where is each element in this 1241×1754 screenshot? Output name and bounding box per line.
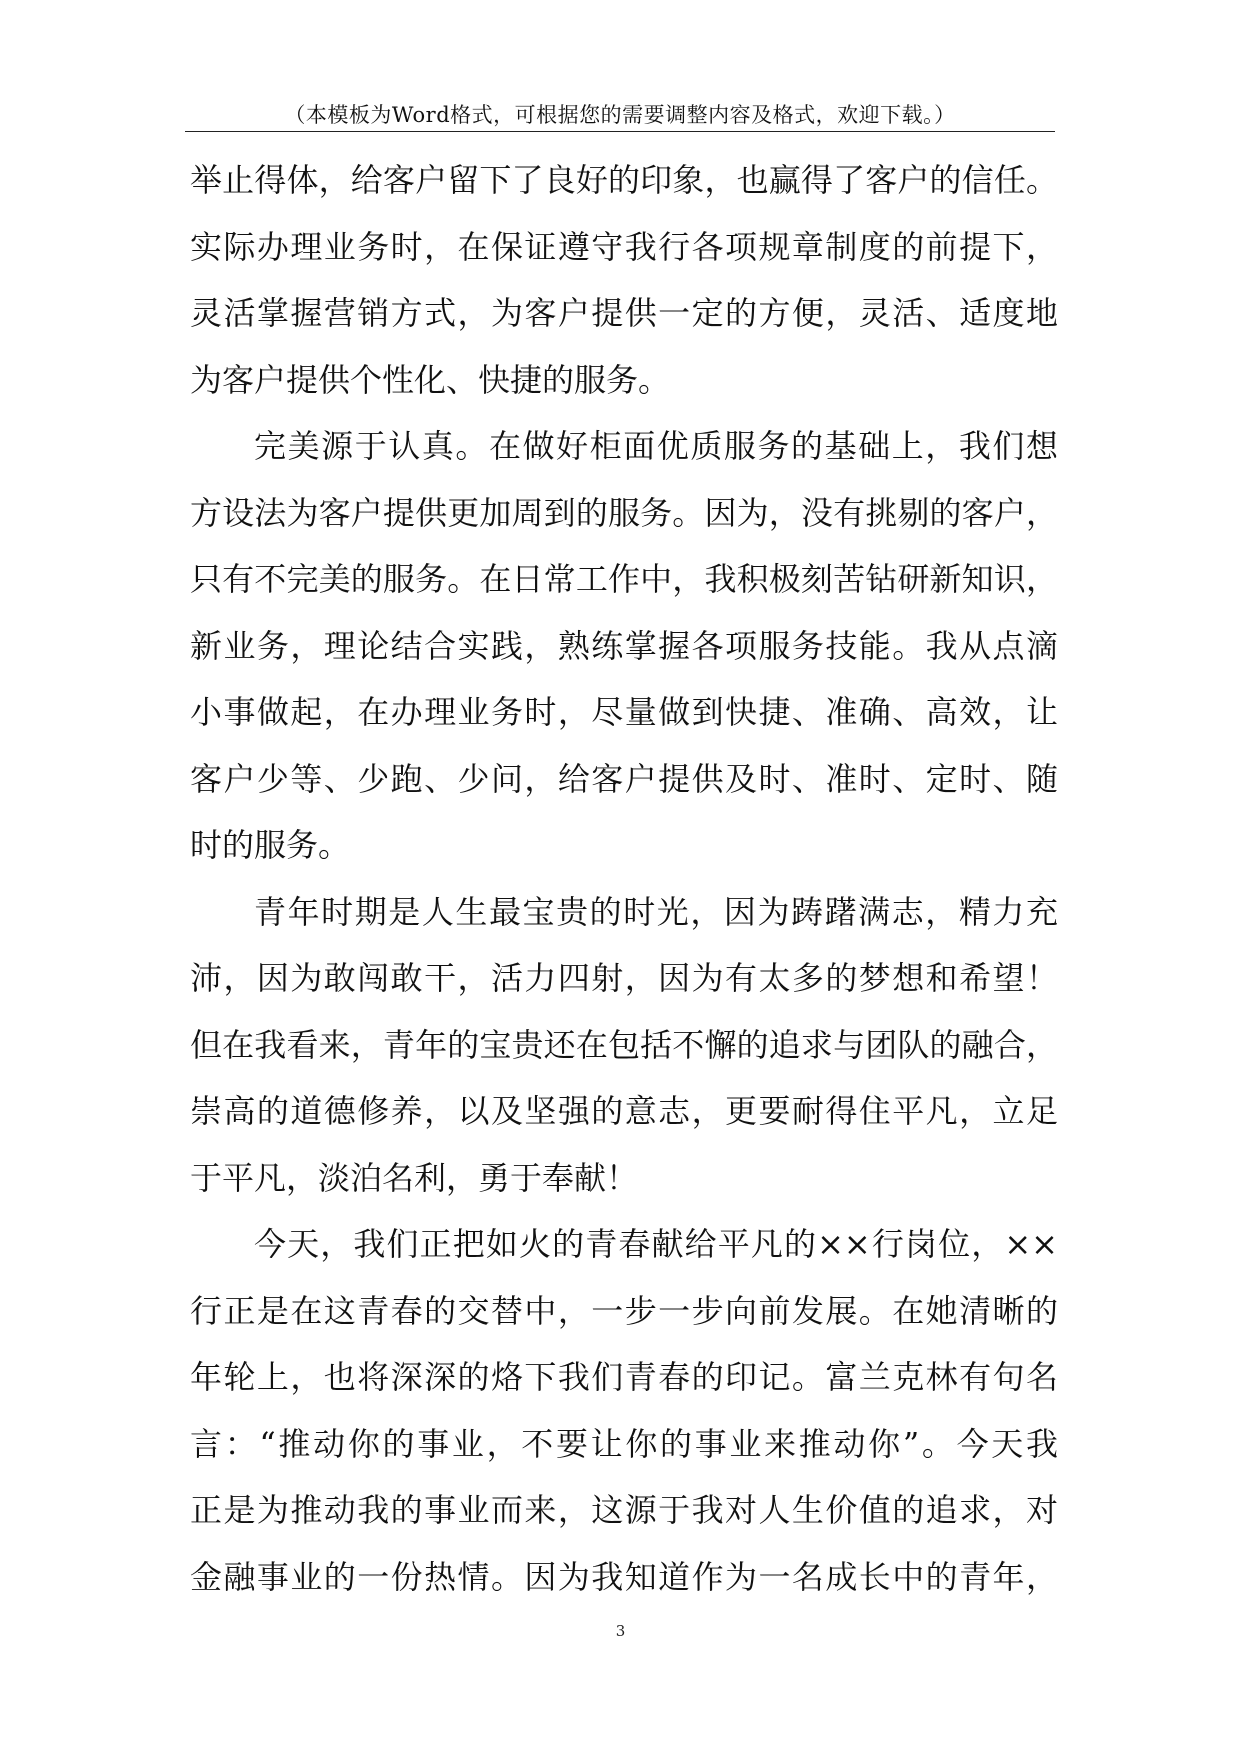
text-line: 言：“推动你的事业，不要让你的事业来推动你”。今天我 bbox=[190, 1424, 1058, 1463]
header-divider bbox=[185, 131, 1055, 132]
page-number: 3 bbox=[615, 1622, 626, 1640]
text-line: 只有不完美的服务。在日常工作中，我积极刻苦钻研新知识， bbox=[190, 560, 1058, 598]
text-line: 客户少等、少跑、少问，给客户提供及时、准时、定时、随 bbox=[190, 759, 1058, 798]
text-line: 方设法为客户提供更加周到的服务。因为，没有挑剔的客户， bbox=[190, 493, 1058, 532]
text-line: 正是为推动我的事业而来，这源于我对人生价值的追求，对 bbox=[190, 1491, 1058, 1529]
text-line: 今天，我们正把如火的青春献给平凡的××行岗位，×× bbox=[254, 1225, 1058, 1263]
page-header: （本模板为Word格式，可根据您的需要调整内容及格式，欢迎下载。） bbox=[284, 103, 956, 127]
document-body bbox=[190, 147, 1058, 1610]
text-line: 行正是在这青春的交替中，一步一步向前发展。在她清晰的 bbox=[190, 1291, 1058, 1330]
text-line: 灵活掌握营销方式，为客户提供一定的方便，灵活、适度地 bbox=[190, 294, 1058, 332]
text-line: 完美源于认真。在做好柜面优质服务的基础上，我们想 bbox=[254, 427, 1058, 465]
text-line: 沛，因为敢闯敢干，活力四射，因为有太多的梦想和希望！ bbox=[190, 959, 1058, 997]
text-line: 青年时期是人生最宝贵的时光，因为踌躇满志，精力充 bbox=[254, 892, 1058, 931]
text-line: 实际办理业务时，在保证遵守我行各项规章制度的前提下， bbox=[190, 227, 1058, 266]
text-line: 时的服务。 bbox=[190, 826, 351, 864]
text-line: 但在我看来，青年的宝贵还在包括不懈的追求与团队的融合， bbox=[190, 1025, 1058, 1064]
text-line: 举止得体，给客户留下了良好的印象，也赢得了客户的信任。 bbox=[190, 161, 1058, 199]
text-line: 崇高的道德修养，以及坚强的意志，更要耐得住平凡，立足 bbox=[190, 1092, 1058, 1130]
text-line: 年轮上，也将深深的烙下我们青春的印记。富兰克林有句名 bbox=[190, 1358, 1058, 1396]
text-line: 新业务，理论结合实践，熟练掌握各项服务技能。我从点滴 bbox=[190, 626, 1058, 665]
text-line: 于平凡，淡泊名利，勇于奉献！ bbox=[190, 1158, 639, 1197]
text-line: 金融事业的一份热情。因为我知道作为一名成长中的青年， bbox=[190, 1557, 1058, 1596]
text-line: 为客户提供个性化、快捷的服务。 bbox=[190, 360, 671, 399]
text-line: 小事做起，在办理业务时，尽量做到快捷、准确、高效，让 bbox=[190, 693, 1058, 731]
